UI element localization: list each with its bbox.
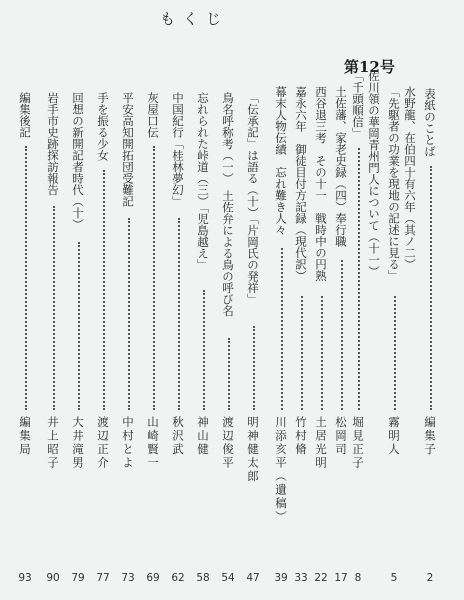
entry-subtitle: 「千頭順信」 xyxy=(351,70,365,139)
entry-title: 手を振る少女 xyxy=(96,92,110,161)
entry-page-number: 54 xyxy=(221,572,235,584)
entry-title: 灰屋口伝 xyxy=(146,92,160,138)
entry-author: 堀見正子 xyxy=(351,416,365,470)
entry-page-number: 39 xyxy=(274,572,288,584)
entry-author: 霧明人 xyxy=(387,416,401,457)
entry-author: 渡辺正介 xyxy=(96,416,110,470)
entry-author: 明神健太郎 xyxy=(246,416,260,484)
dot-leader xyxy=(321,296,324,410)
entry-page-number: 90 xyxy=(46,572,60,584)
entry-page-number: 33 xyxy=(294,572,308,584)
entry-page-number: 69 xyxy=(146,572,160,584)
dot-leader xyxy=(301,296,304,410)
dot-leader xyxy=(53,206,56,410)
entry-title: 岩手市史跡探訪報告 xyxy=(46,92,60,196)
entry-title: 「伝承記」は語る（十）「片岡氏の発祥」 xyxy=(246,92,260,305)
entry-page-number: 2 xyxy=(426,572,434,584)
entry-author: 竹村脩 xyxy=(294,416,308,457)
entry-author: 山崎賢一 xyxy=(146,416,160,470)
entry-author: 松岡司 xyxy=(334,416,348,457)
entry-author: 井上昭子 xyxy=(46,416,60,470)
dot-leader xyxy=(341,260,344,410)
entry-page-number: 93 xyxy=(18,572,32,584)
entry-author: 中村とよ xyxy=(121,416,135,470)
entry-author: 渡辺俊平 xyxy=(221,416,235,470)
entry-title: 編集後記 xyxy=(18,92,32,138)
dot-leader xyxy=(281,248,284,410)
entry-page-number: 62 xyxy=(171,572,185,584)
entry-title: 佐川領の華岡青州門人について（十一） xyxy=(367,70,381,277)
entry-page-number: 22 xyxy=(314,572,328,584)
entry-author: 神山健 xyxy=(196,416,210,457)
entry-author: 土居光明 xyxy=(314,416,328,470)
entry-title: 鳥名呼称考（一） 土佐弁による鳥の呼び名 xyxy=(221,92,235,317)
dot-leader xyxy=(394,296,397,410)
entry-title: 表紙のことば xyxy=(423,88,437,157)
entry-author: 編集子 xyxy=(423,416,437,457)
entry-page-number: 73 xyxy=(121,572,135,584)
dot-leader xyxy=(228,338,231,410)
entry-page-number: 8 xyxy=(354,572,362,584)
dot-leader xyxy=(25,146,28,410)
entry-title: 西谷退三考 その十一 戦時中の円熟 xyxy=(314,86,328,282)
dot-leader xyxy=(78,242,81,410)
entry-page-number: 5 xyxy=(390,572,398,584)
dot-leader xyxy=(178,218,181,410)
dot-leader xyxy=(153,146,156,410)
entry-title: 嘉永六年 御徒目付方記録（現代訳） xyxy=(294,86,308,282)
entry-author: 大井滝男 xyxy=(71,416,85,470)
entry-title: 平安高知開拓団受難記 xyxy=(121,92,135,207)
dot-leader xyxy=(358,148,361,410)
entry-title: 水野龍、在伯四十有六年（其ノ二） xyxy=(403,86,417,270)
entry-title: 土佐藩、家老史録（四）奉行職 xyxy=(334,86,348,247)
issue-label: 第12号 xyxy=(344,58,395,76)
dot-leader xyxy=(128,218,131,410)
entry-page-number: 58 xyxy=(196,572,210,584)
entry-subtitle: 「先駆者の功業を現地の記述に見る」 xyxy=(387,86,401,282)
entry-title: 幕末人物伝績 忘れ難き人々 xyxy=(274,86,288,236)
dot-leader xyxy=(203,290,206,410)
entry-title: 忘れられた峠道（三）「児島越え」 xyxy=(196,92,210,271)
dot-leader xyxy=(430,166,433,410)
entry-page-number: 47 xyxy=(246,572,260,584)
entry-page-number: 79 xyxy=(71,572,85,584)
entry-author: 川添亥平（遺稿） xyxy=(274,416,288,524)
dot-leader xyxy=(103,170,106,410)
toc-heading: もくじ xyxy=(160,10,230,28)
entry-author: 秋沢武 xyxy=(171,416,185,457)
entry-title: 回想の新開記者時代（十） xyxy=(71,92,85,230)
entry-title: 中国紀行「桂林夢幻」 xyxy=(171,92,185,207)
entry-page-number: 17 xyxy=(334,572,348,584)
entry-page-number: 77 xyxy=(96,572,110,584)
dot-leader xyxy=(253,326,256,410)
entry-author: 編集局 xyxy=(18,416,32,457)
